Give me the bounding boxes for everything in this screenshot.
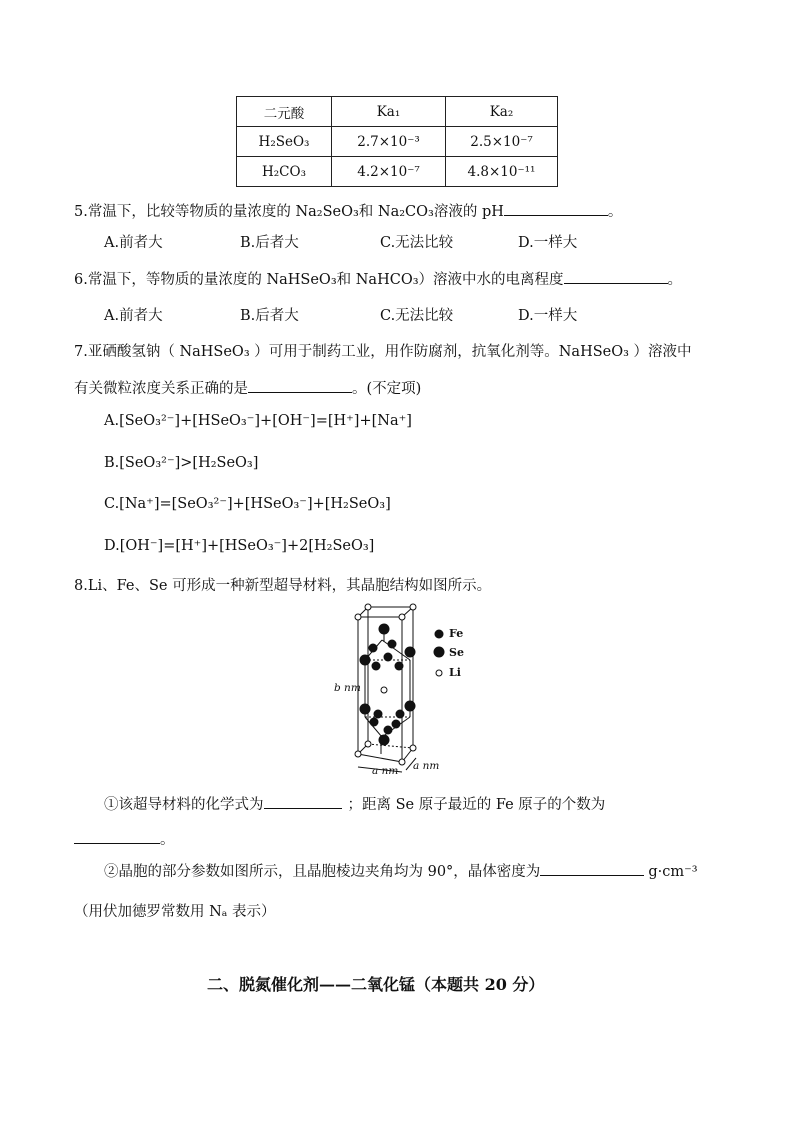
option-c[interactable]: C.无法比较 [380,308,454,324]
question-7-note: 。(不定项) [352,381,422,397]
table-cell: H₂CO₃ [237,157,332,187]
li-atom [410,745,416,751]
table-cell: H₂SeO₃ [237,127,332,157]
question-6-end: 。 [667,272,683,288]
question-6 [74,268,682,289]
sub-question-1 [104,793,605,814]
answer-blank[interactable] [248,378,352,393]
li-atom [355,614,361,620]
label-b-nm: b nm [334,682,361,694]
sub-question-1-stem: ①该超导材料的化学式为 [104,797,264,813]
question-7-stem: 有关微粒浓度关系正确的是 [74,381,248,397]
sub-question-2-note: （用伏加德罗常数用 Nₐ 表示） [74,904,276,920]
label-a-nm: a nm [372,765,399,777]
li-atom [410,604,416,610]
legend-fe: Fe [449,627,464,640]
density-unit: g·cm⁻³ [648,864,698,880]
option-d[interactable]: D.一样大 [518,308,578,324]
li-atom [365,604,371,610]
question-8-stem: 8.Li、Fe、Se 可形成一种新型超导材料，其晶胞结构如图所示。 [74,578,492,594]
sub-question-2 [104,860,698,881]
li-atom [399,614,405,620]
table-cell: 4.2×10⁻⁷ [332,157,446,187]
ka-table [236,96,558,187]
se-legend-marker [434,647,445,658]
sub-question-2-stem: ②晶胞的部分参数如图所示，且晶胞棱边夹角均为 90°，晶体密度为 [104,864,541,880]
sub-question-1-stem-2: ；距离 Se 原子最近的 Fe 原子的个数为 [347,797,606,813]
li-atom [381,687,387,693]
sub-question-1-end [74,828,175,849]
question-7-line2 [74,377,421,398]
answer-blank[interactable] [264,794,342,809]
li-atom [355,751,361,757]
table-cell: 2.7×10⁻³ [332,127,446,157]
option-d[interactable]: D.[OH⁻]=[H⁺]+[HSeO₃⁻]+2[H₂SeO₃] [104,538,375,554]
option-a[interactable]: A.前者大 [104,235,163,251]
question-5-end: 。 [607,204,623,220]
question-5 [74,200,622,221]
legend-li: Li [449,666,461,679]
li-legend-marker [436,670,442,676]
li-atom [399,759,405,765]
option-b[interactable]: B.后者大 [240,235,299,251]
table-header-row [237,97,558,127]
option-a[interactable]: A.前者大 [104,308,163,324]
li-atom [365,741,371,747]
question-6-stem: 6.常温下，等物质的量浓度的 NaHSeO₃和 NaHCO₃）溶液中水的电离程度 [74,272,564,288]
table-header-cell: Ka₁ [332,97,446,127]
question-5-stem: 5.常温下，比较等物质的量浓度的 Na₂SeO₃和 Na₂CO₃溶液的 pH [74,204,504,220]
option-b[interactable]: B.[SeO₃²⁻]>[H₂SeO₃] [104,455,259,471]
fe-legend-marker [435,630,444,639]
table-header-cell: Ka₂ [446,97,558,127]
option-b[interactable]: B.后者大 [240,308,299,324]
answer-blank[interactable] [564,269,668,284]
option-d[interactable]: D.一样大 [518,235,578,251]
answer-blank[interactable] [540,861,644,876]
answer-blank[interactable] [504,201,608,216]
option-a[interactable]: A.[SeO₃²⁻]+[HSeO₃⁻]+[OH⁻]=[H⁺]+[Na⁺] [104,413,412,429]
table-row [237,157,558,187]
table-cell: 4.8×10⁻¹¹ [446,157,558,187]
question-7-line1: 7.亚硒酸氢钠（ NaHSeO₃ ）可用于制药工业，用作防腐剂，抗氧化剂等。NaHSeO₃ ）溶液中 [74,344,692,360]
legend-se: Se [449,646,464,659]
table-header-cell: 二元酸 [237,97,332,127]
section-title: 二、脱氮催化剂——二氧化锰（本题共 20 分） [207,975,545,994]
sub-question-1-period: 。 [160,832,175,848]
option-c[interactable]: C.[Na⁺]=[SeO₃²⁻]+[HSeO₃⁻]+[H₂SeO₃] [104,496,391,512]
table-cell: 2.5×10⁻⁷ [446,127,558,157]
label-a-nm: a nm [413,760,440,772]
answer-blank[interactable] [74,829,160,844]
option-c[interactable]: C.无法比较 [380,235,454,251]
table-row [237,127,558,157]
